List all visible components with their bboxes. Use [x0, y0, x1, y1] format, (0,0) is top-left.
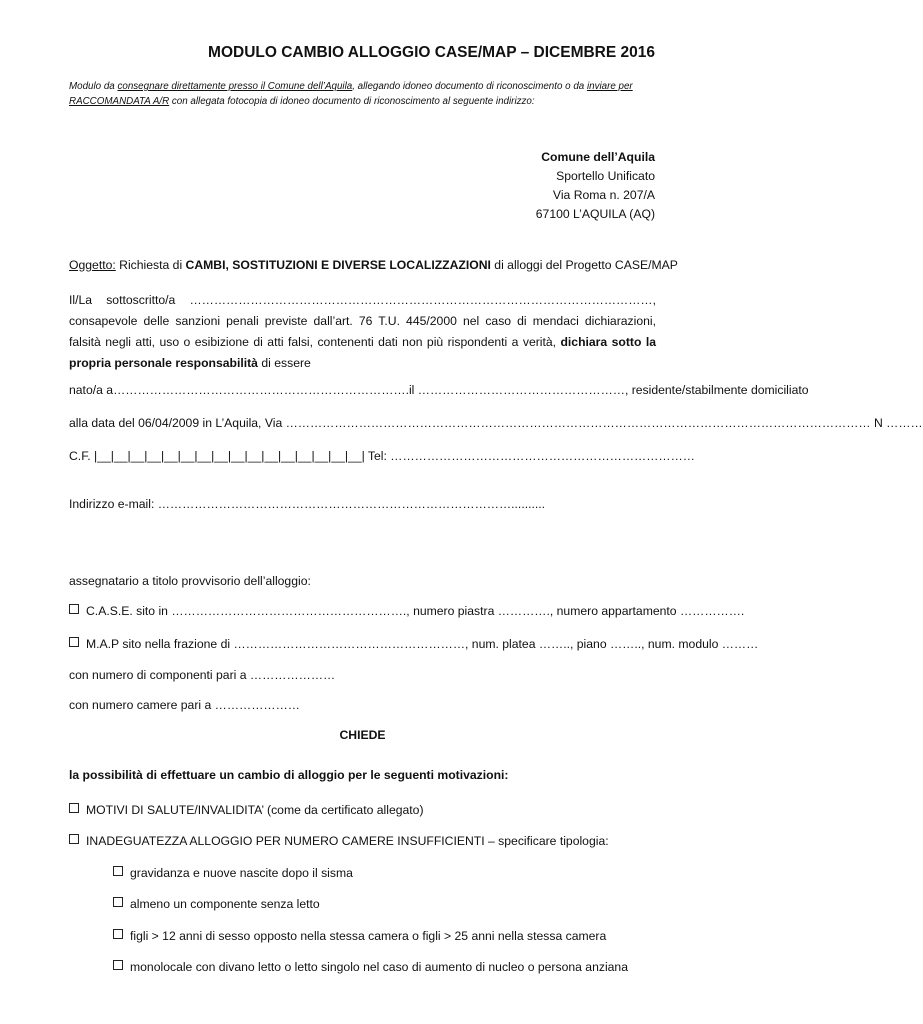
checkbox-icon[interactable] — [69, 803, 79, 813]
sub-option-gravidanza: gravidanza e nuove nascite dopo il sisma — [113, 866, 353, 880]
option-camere: INADEGUATEZZA ALLOGGIO PER NUMERO CAMERE INSUFFICIENTI – specificare tipologia: — [69, 834, 609, 848]
checkbox-icon[interactable] — [113, 866, 123, 876]
checkbox-icon[interactable] — [69, 604, 79, 614]
address-street: Via Roma n. 207/A — [552, 188, 655, 202]
chiede-heading: CHIEDE — [339, 728, 386, 742]
map-option: M.A.P sito nella frazione di …………………………………………………, num. platea …….., piano …….., num. modulo ……… — [69, 637, 758, 651]
checkbox-icon[interactable] — [113, 960, 123, 970]
checkbox-icon[interactable] — [69, 834, 79, 844]
camere-line: con numero camere pari a ………………… — [69, 698, 300, 712]
address-name: Comune dell’Aquila — [541, 150, 655, 164]
option-salute: MOTIVI DI SALUTE/INVALIDITA’ (come da certificato allegato) — [69, 803, 424, 817]
checkbox-icon[interactable] — [69, 637, 79, 647]
case-option: C.A.S.E. sito in …………………………………………………., numero piastra …………., numero appartamento ……………. — [69, 604, 744, 618]
checkbox-icon[interactable] — [113, 897, 123, 907]
cf-tel-line: C.F. |__|__|__|__|__|__|__|__|__|__|__|__|__|__|__|__| Tel: ………………………………………………………………… — [69, 449, 695, 463]
birth-line: nato/a a ………………………………………………………………. il ……………………………………………, residente/stabilmente domiciliato — [69, 383, 809, 397]
componenti-line: con numero di componenti pari a ………………… — [69, 668, 336, 682]
email-line: Indirizzo e-mail: …………………………………………………………………………….......... — [69, 497, 546, 511]
oggetto-line: Oggetto: Richiesta di CAMBI, SOSTITUZIONI E DIVERSE LOCALIZZAZIONI di alloggi del Progetto CASE/MAP — [69, 258, 678, 272]
intro-text: Modulo da consegnare direttamente presso il Comune dell’Aquila, allegando idoneo documento di riconoscimento o da inviare per RACCOMANDATA A/R con allegata fotocopia di idoneo documento di riconoscimento al seguente indirizzo: — [69, 81, 633, 107]
sub-option-figli: figli > 12 anni di sesso opposto nella stessa camera o figli > 25 anni nella stessa camera — [113, 929, 606, 943]
sub-option-senza-letto: almeno un componente senza letto — [113, 897, 320, 911]
address-city: 67100 L’AQUILA (AQ) — [535, 207, 655, 221]
assegnatario-label: assegnatario a titolo provvisorio dell’alloggio: — [69, 574, 311, 588]
page-title: MODULO CAMBIO ALLOGGIO CASE/MAP – DICEMBRE 2016 — [208, 44, 655, 61]
checkbox-icon[interactable] — [113, 929, 123, 939]
address-office: Sportello Unificato — [556, 169, 655, 183]
sub-option-monolocale: monolocale con divano letto o letto singolo nel caso di aumento di nucleo o persona anziana — [113, 960, 628, 974]
address-line: alla data del 06/04/2009 in L’Aquila, Via ……………………………………………………………………………………………………………………………… N ……… — [69, 416, 923, 430]
motivazioni-heading: la possibilità di effettuare un cambio di alloggio per le seguenti motivazioni: — [69, 768, 509, 782]
declaration-paragraph: Il/La sottoscritto/a ……………………………………………………………………………………………………, consapevole delle sanzioni penali previste dall’art. 76 T.U. 445/2000 nel caso di mendaci dichiarazioni, falsità negli atti, uso o esibizione di atti falsi, contenenti dati non più rispondenti a verità, dichiara sotto la propria personale responsabilità di essere — [69, 293, 656, 370]
